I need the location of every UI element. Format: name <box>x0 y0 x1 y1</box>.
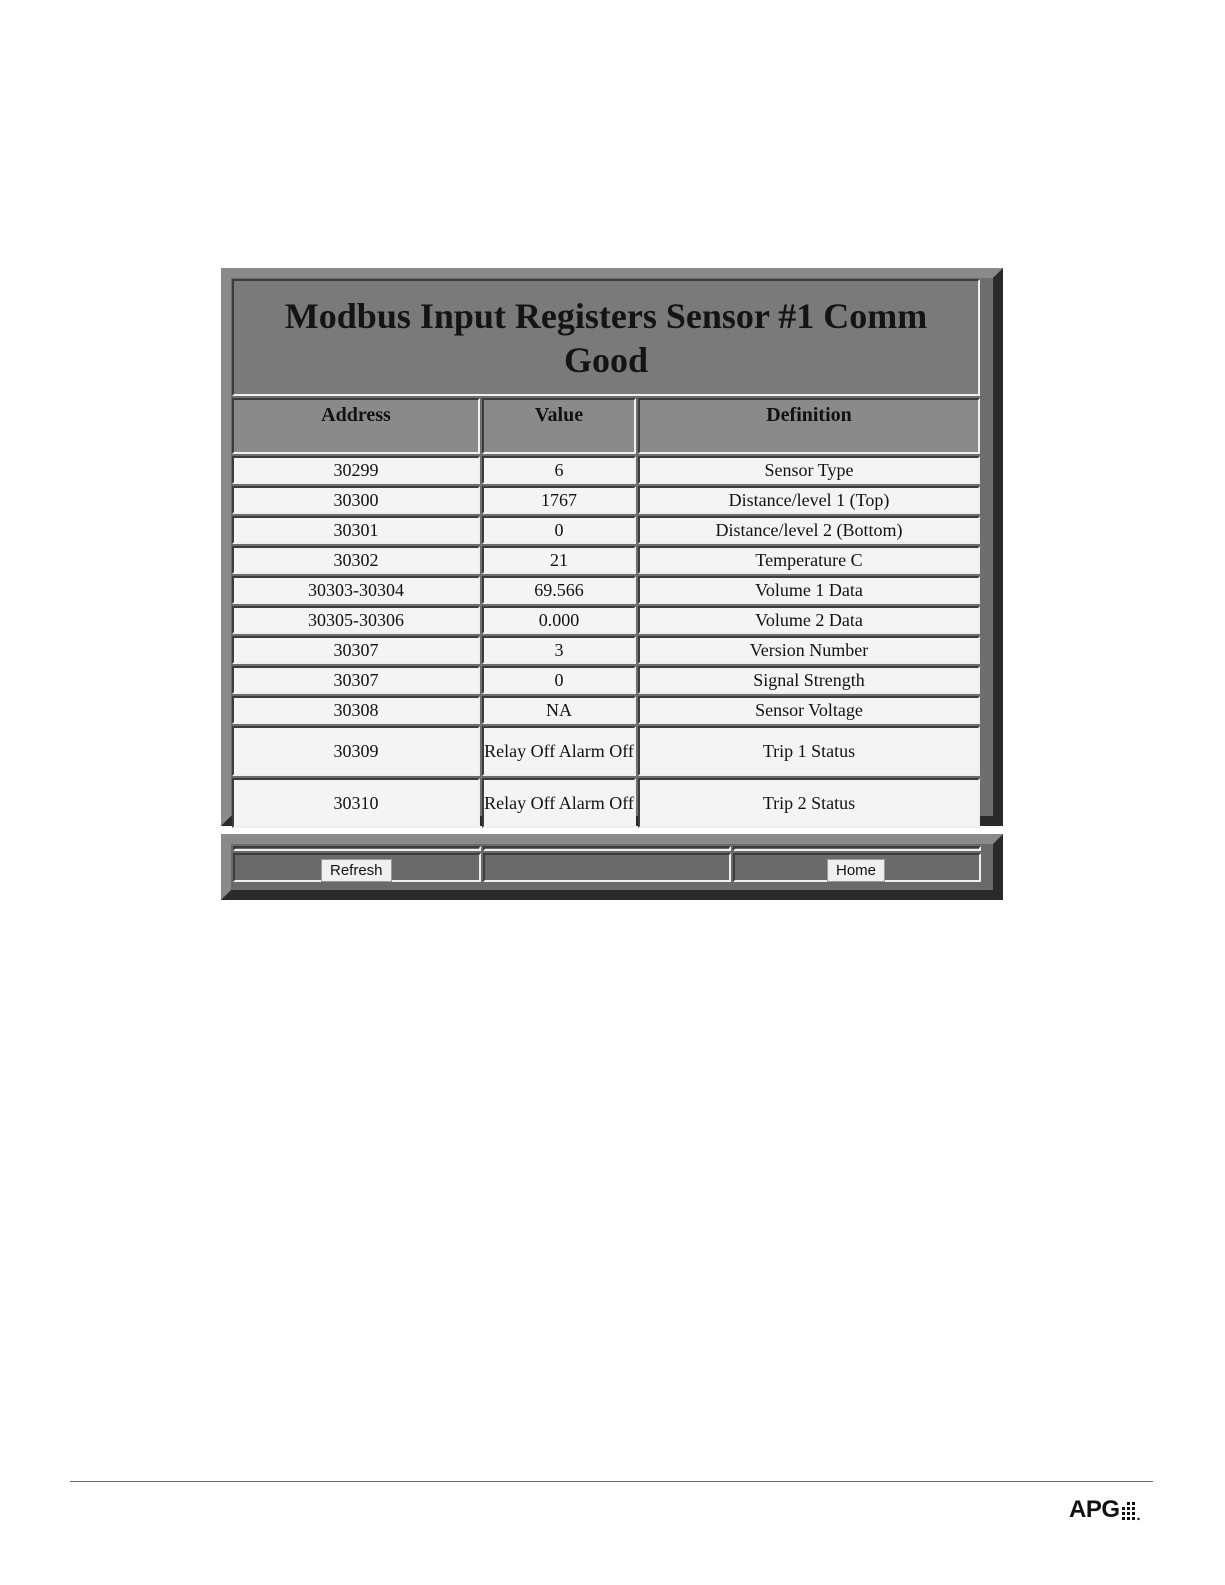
table-row <box>232 778 980 828</box>
table-row <box>232 666 980 694</box>
definition-cell: Temperature C <box>638 546 980 574</box>
refresh-button[interactable]: Refresh <box>321 859 392 882</box>
footer-spacer-cell <box>483 846 731 851</box>
button-bar <box>221 834 1003 900</box>
table-row <box>232 696 980 724</box>
value-cell: 6 <box>482 456 636 484</box>
address-cell: 30310 <box>232 778 480 828</box>
home-button[interactable]: Home <box>827 859 885 882</box>
table-row <box>232 456 980 484</box>
table-row <box>232 486 980 514</box>
definition-cell: Distance/level 2 (Bottom) <box>638 516 980 544</box>
refresh-cell <box>233 853 481 882</box>
register-table <box>230 277 982 830</box>
table-row <box>232 546 980 574</box>
apg-logo <box>1069 1498 1141 1522</box>
definition-cell: Version Number <box>638 636 980 664</box>
table-row <box>232 516 980 544</box>
page-title: Modbus Input Registers Sensor #1 Comm Good <box>284 295 928 380</box>
address-cell: 30300 <box>232 486 480 514</box>
value-cell: 3 <box>482 636 636 664</box>
table-row <box>232 726 980 776</box>
register-panel <box>221 268 1003 826</box>
table-row <box>232 606 980 634</box>
value-cell: Relay Off Alarm Off <box>482 726 636 776</box>
table-row <box>232 636 980 664</box>
definition-cell: Sensor Voltage <box>638 696 980 724</box>
value-cell: 69.566 <box>482 576 636 604</box>
address-cell: 30309 <box>232 726 480 776</box>
footer-spacer-cell <box>233 846 481 851</box>
page-title-cell <box>232 279 980 396</box>
value-cell: Relay Off Alarm Off <box>482 778 636 828</box>
definition-cell: Distance/level 1 (Top) <box>638 486 980 514</box>
definition-cell: Signal Strength <box>638 666 980 694</box>
definition-cell: Sensor Type <box>638 456 980 484</box>
column-header-definition: Definition <box>638 398 980 454</box>
address-cell: 30301 <box>232 516 480 544</box>
definition-cell: Trip 2 Status <box>638 778 980 828</box>
definition-cell: Volume 1 Data <box>638 576 980 604</box>
address-cell: 30299 <box>232 456 480 484</box>
value-cell: 0 <box>482 516 636 544</box>
column-header-value: Value <box>482 398 636 454</box>
value-cell: NA <box>482 696 636 724</box>
footer-spacer-cell <box>733 846 981 851</box>
definition-cell: Trip 1 Status <box>638 726 980 776</box>
logo-text: APG <box>1069 1496 1120 1523</box>
definition-cell: Volume 2 Data <box>638 606 980 634</box>
value-cell: 0.000 <box>482 606 636 634</box>
value-cell: 0 <box>482 666 636 694</box>
address-cell: 30303-30304 <box>232 576 480 604</box>
address-cell: 30307 <box>232 636 480 664</box>
footer-divider <box>70 1481 1153 1482</box>
home-cell <box>733 853 981 882</box>
address-cell: 30302 <box>232 546 480 574</box>
logo-grid-icon <box>1121 1500 1141 1522</box>
address-cell: 30307 <box>232 666 480 694</box>
column-header-address: Address <box>232 398 480 454</box>
empty-footer-cell <box>483 853 731 882</box>
value-cell: 21 <box>482 546 636 574</box>
value-cell: 1767 <box>482 486 636 514</box>
address-cell: 30305-30306 <box>232 606 480 634</box>
address-cell: 30308 <box>232 696 480 724</box>
table-row <box>232 576 980 604</box>
